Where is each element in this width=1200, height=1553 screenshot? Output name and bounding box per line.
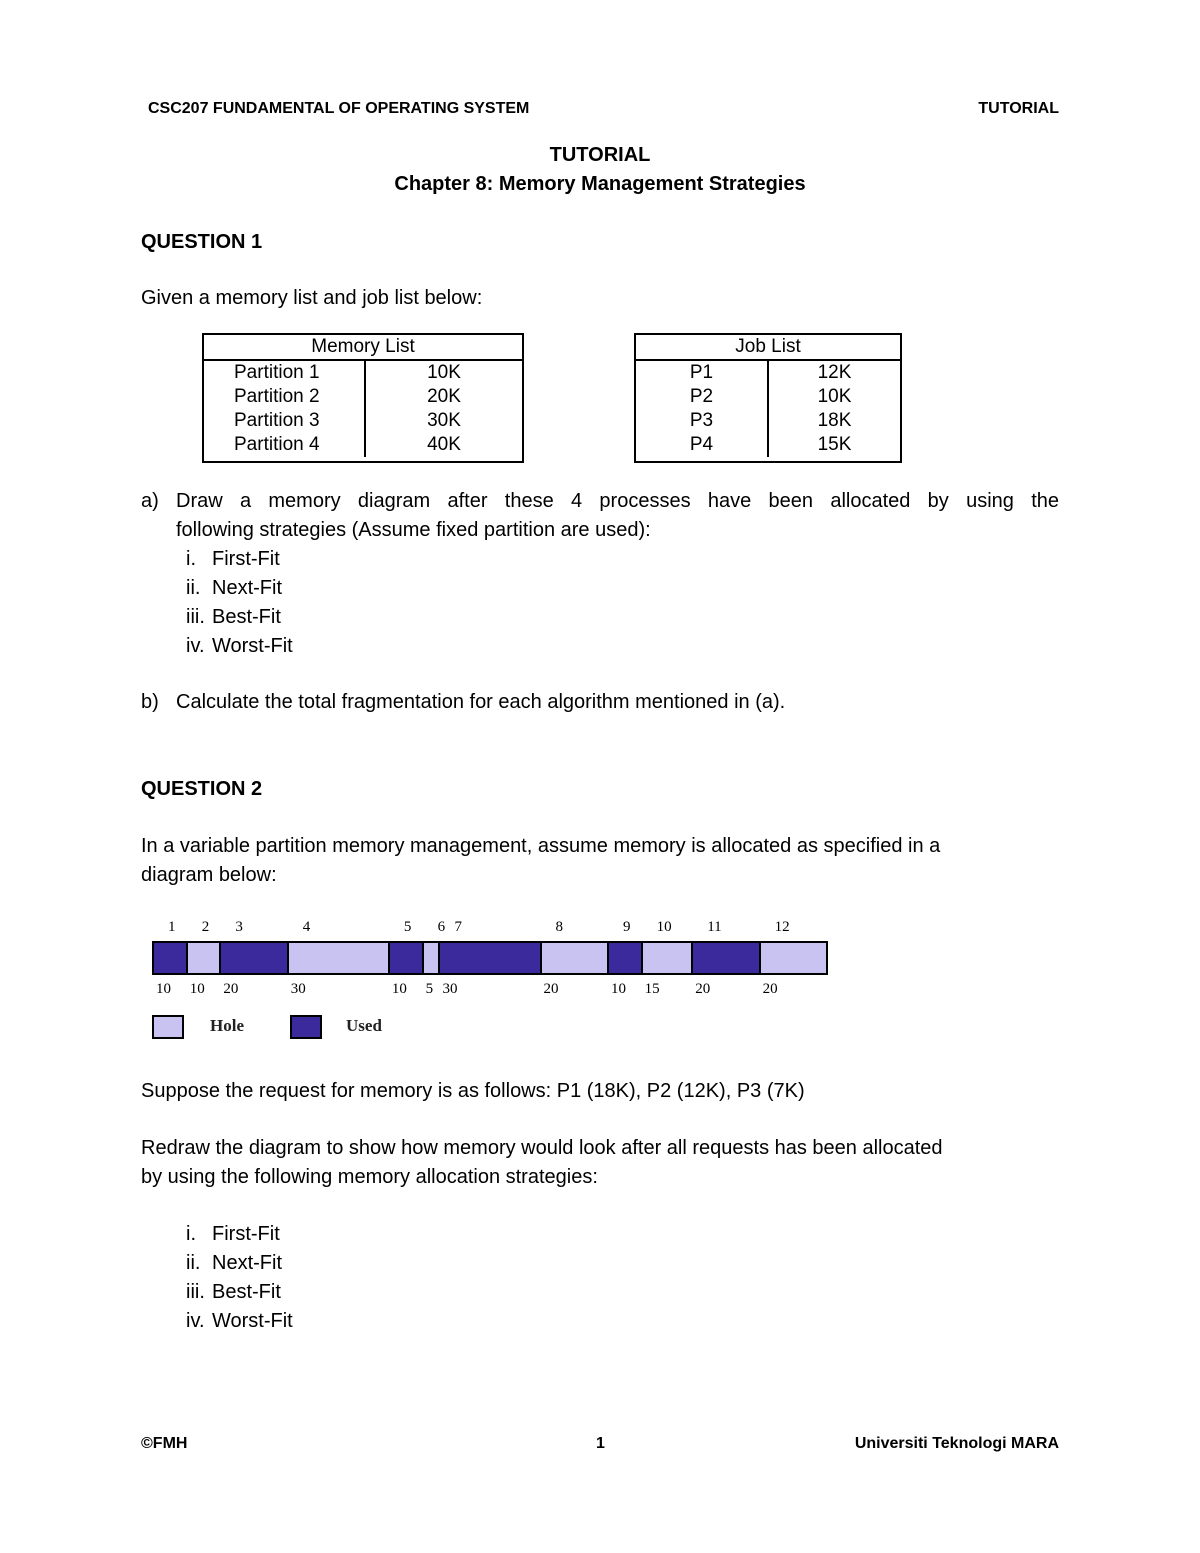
memory-block-size: 15	[644, 981, 660, 997]
memory-block-used	[219, 941, 288, 975]
list-item-text: Best-Fit	[212, 1281, 281, 1303]
memory-block-used	[388, 941, 424, 975]
footer-university: Universiti Teknologi MARA	[854, 1435, 1059, 1452]
header-course-title: CSC207 FUNDAMENTAL OF OPERATING SYSTEM	[148, 100, 530, 117]
list-item-number: i.	[186, 1223, 196, 1245]
memory-block-size: 5	[425, 981, 434, 997]
list-item	[186, 545, 293, 574]
job-list-table	[634, 333, 902, 463]
memory-block-size: 10	[156, 981, 171, 997]
memory-block-index: 9	[622, 919, 631, 935]
memory-partition-size: 30K	[427, 410, 461, 431]
memory-partition-name: Partition 2	[204, 385, 365, 409]
memory-block-used	[607, 941, 643, 975]
list-item-text: Worst-Fit	[212, 1310, 293, 1332]
memory-list-table	[202, 333, 524, 463]
job-name: P2	[636, 385, 768, 409]
memory-block-used	[691, 941, 760, 975]
question-2-heading: QUESTION 2	[141, 778, 263, 800]
list-item-text: First-Fit	[212, 548, 280, 570]
header-doc-type: TUTORIAL	[978, 100, 1059, 117]
list-item-number: iv.	[186, 635, 205, 657]
memory-block-size: 30	[290, 981, 306, 997]
memory-block-index: 3	[235, 919, 243, 935]
question-2-intro-line-1: In a variable partition memory management, assume memory is allocated as specified in a	[141, 835, 941, 857]
job-size: 10K	[817, 386, 852, 407]
footer-copyright: ©FMH	[141, 1435, 188, 1452]
list-item	[186, 1278, 293, 1307]
question-2-intro-line-2: diagram below:	[141, 864, 277, 886]
list-item	[186, 1307, 293, 1336]
memory-block-index: 12	[774, 919, 790, 935]
memory-block-used	[438, 941, 541, 975]
memory-block-index: 1	[168, 919, 176, 935]
memory-block-index: 6	[437, 919, 446, 935]
list-item	[186, 1249, 293, 1278]
list-item-number: ii.	[186, 1252, 201, 1274]
list-item-number: iv.	[186, 1310, 205, 1332]
question-1a-line-1: Draw a memory diagram after these 4 processes have been allocated by using the	[176, 490, 1059, 512]
job-list-title: Job List	[636, 335, 900, 360]
memory-block-index: 10	[656, 919, 672, 935]
job-name: P3	[636, 409, 768, 433]
memory-block-size: 10	[189, 981, 205, 997]
legend-hole-swatch	[152, 1015, 184, 1039]
legend-hole-label: Hole	[210, 1016, 244, 1035]
memory-partition-name: Partition 1	[204, 360, 365, 385]
memory-partition-name: Partition 3	[204, 409, 365, 433]
question-1a-line-2: following strategies (Assume fixed partition are used):	[176, 519, 651, 541]
memory-block-hole	[287, 941, 390, 975]
memory-block-size: 10	[610, 981, 626, 997]
memory-block-size: 10	[391, 981, 407, 997]
memory-block-index: 8	[555, 919, 564, 935]
job-size: 18K	[817, 410, 852, 431]
memory-partition-size: 10K	[427, 362, 461, 383]
job-name: P1	[636, 360, 768, 385]
memory-block-size: 30	[442, 981, 458, 997]
list-item-number: ii.	[186, 577, 201, 599]
list-item	[186, 574, 293, 603]
list-item-text: Next-Fit	[212, 1252, 282, 1274]
list-item-number: iii.	[186, 1281, 205, 1303]
memory-block-index: 5	[403, 919, 412, 935]
memory-block-size: 20	[543, 981, 559, 997]
memory-block-hole	[540, 941, 609, 975]
legend-used-label: Used	[346, 1016, 382, 1035]
page-title: TUTORIAL	[549, 144, 651, 166]
question-1a-label: a)	[141, 490, 159, 512]
memory-block-hole	[759, 941, 828, 975]
memory-block-hole	[186, 941, 222, 975]
memory-list-title: Memory List	[204, 335, 522, 360]
memory-block-index: 11	[707, 919, 722, 935]
question-1b-text: Calculate the total fragmentation for each algorithm mentioned in (a).	[176, 691, 786, 713]
memory-block-index: 2	[201, 919, 210, 935]
list-item-number: i.	[186, 548, 196, 570]
job-size: 15K	[817, 434, 852, 455]
question-2-strategy-list	[186, 1220, 293, 1336]
list-item	[186, 632, 293, 661]
memory-block-hole	[422, 941, 441, 975]
list-item	[186, 1220, 293, 1249]
memory-partition-size: 20K	[427, 386, 461, 407]
memory-block-index: 7	[454, 919, 462, 935]
job-size: 12K	[817, 362, 852, 383]
memory-block-size: 20	[762, 981, 778, 997]
question-1-intro: Given a memory list and job list below:	[141, 287, 483, 309]
job-name: P4	[636, 433, 768, 457]
memory-block-index: 4	[302, 919, 311, 935]
page-number: 1	[596, 1435, 605, 1452]
question-1-strategy-list	[186, 545, 293, 661]
question-1-heading: QUESTION 1	[141, 231, 263, 253]
list-item-text: Next-Fit	[212, 577, 282, 599]
list-item-text: First-Fit	[212, 1223, 280, 1245]
memory-partition-size: 40K	[427, 434, 461, 455]
question-2-request: Suppose the request for memory is as follows: P1 (18K), P2 (12K), P3 (7K)	[141, 1080, 805, 1102]
memory-block-hole	[641, 941, 694, 975]
memory-partition-name: Partition 4	[204, 433, 365, 457]
legend-used-swatch	[290, 1015, 322, 1039]
chapter-title: Chapter 8: Memory Management Strategies	[394, 173, 806, 195]
list-item-text: Worst-Fit	[212, 635, 293, 657]
list-item	[186, 603, 293, 632]
memory-block-size: 20	[223, 981, 239, 997]
question-2-redraw-line-1: Redraw the diagram to show how memory would look after all requests has been allocated	[141, 1137, 943, 1159]
list-item-text: Best-Fit	[212, 606, 281, 628]
memory-block-used	[152, 941, 188, 975]
list-item-number: iii.	[186, 606, 205, 628]
question-2-redraw-line-2: by using the following memory allocation strategies:	[141, 1166, 598, 1188]
question-1b-label: b)	[141, 691, 159, 713]
memory-block-size: 20	[695, 981, 711, 997]
